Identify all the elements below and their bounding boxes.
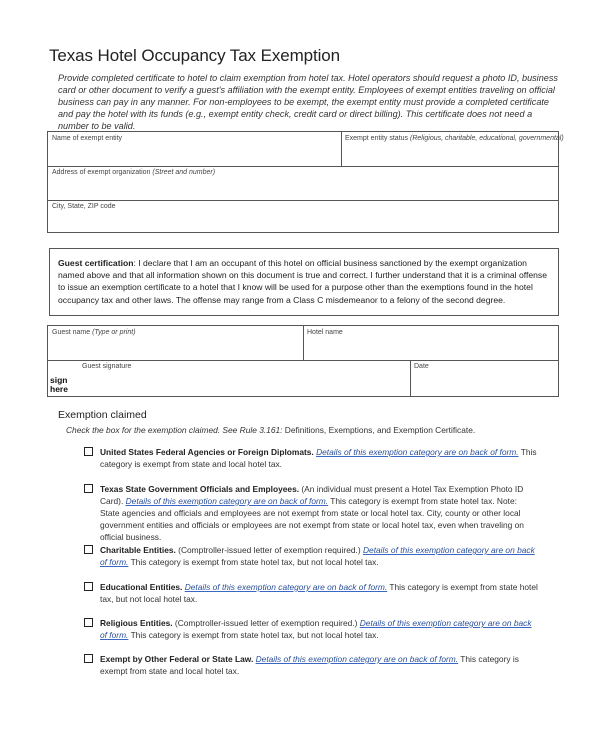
checkbox-texas-state[interactable] [84, 484, 93, 493]
guest-signature-label: Guest signature [82, 363, 132, 370]
city-state-zip-label: City, State, ZIP code [52, 203, 116, 210]
details-link[interactable]: Details of this exemption category are on back of form. [100, 618, 532, 640]
guest-name-hint: (Type or print) [92, 329, 136, 336]
exempt-entity-name-field[interactable] [48, 132, 341, 166]
checkbox-other-law[interactable] [84, 654, 93, 663]
guest-name-field[interactable] [48, 326, 303, 360]
exempt-entity-name-label: Name of exempt entity [52, 135, 123, 142]
entity-form [47, 131, 564, 233]
details-link[interactable]: Details of this exemption category are on back of form. [184, 582, 388, 592]
hotel-name-field[interactable] [303, 326, 558, 360]
exempt-org-address-field[interactable] [48, 166, 558, 200]
sign-here-marker: sign here [50, 375, 68, 394]
details-link[interactable]: Details of this exemption category are on back of form. [316, 447, 519, 457]
guest-signature-field[interactable] [48, 360, 410, 396]
exempt-org-address-hint: (Street and number) [152, 169, 216, 176]
guest-name-label: Guest name [52, 329, 91, 336]
exempt-org-address-label: Address of exempt organization [52, 169, 151, 176]
checkbox-religious[interactable] [84, 618, 93, 627]
checkbox-charitable[interactable] [84, 545, 93, 554]
checkbox-educational[interactable] [84, 582, 93, 591]
hotel-name-label: Hotel name [307, 329, 343, 336]
exempt-entity-status-field[interactable] [341, 132, 564, 166]
exempt-entity-status-hint: (Religious, charitable, educational, governmental) [409, 135, 564, 142]
details-link[interactable]: Details of this exemption category are on back of form. [100, 545, 535, 567]
details-link[interactable]: Details of this exemption category are on back of form. [125, 495, 329, 506]
intro-paragraph: Provide completed certificate to hotel to claim exemption from hotel tax. Hotel operators should request a photo ID, business card or other document to verify a guest's affiliation with the exempt entity. Employees of exempt entities traveling on official business can pay in any manner. For non-employees to be exempt, the exempt entity must provide a completed certificate and pay the hotel with its funds (e.g., exempt entity check, credit card or direct billing). This certificate does not need a number to be valid. [58, 73, 558, 132]
exemption-instructions: Check the box for the exemption claimed. See Rule 3.161: Definitions, Exemptions, and Exemption Certificate. [66, 425, 476, 435]
date-label: Date [414, 363, 429, 370]
guest-certification-text: Guest certification: I declare that I am an occupant of this hotel on official business sanctioned by the exempt organization named above and that all information shown on this document is true and correct. I further understand that it is a criminal offense to issue an exemption certificate to a hotel that I know will be used for a purpose other than the exemptions found in the hotel occupancy tax and other laws. The offense may range from a Class C misdemeanor to a felony of the second degree. [58, 258, 548, 305]
guest-form [47, 325, 559, 397]
exempt-entity-status-label: Exempt entity status [345, 135, 409, 142]
page-title: Texas Hotel Occupancy Tax Exemption [49, 46, 340, 65]
exemption-claimed-heading: Exemption claimed [58, 409, 147, 421]
city-state-zip-field[interactable] [48, 200, 558, 232]
checkbox-federal[interactable] [84, 447, 93, 456]
guest-certification-heading: Guest certification [58, 258, 134, 268]
guest-certification-box [49, 248, 559, 316]
details-link[interactable]: Details of this exemption category are on back of form. [255, 654, 459, 664]
date-field[interactable] [410, 360, 558, 396]
